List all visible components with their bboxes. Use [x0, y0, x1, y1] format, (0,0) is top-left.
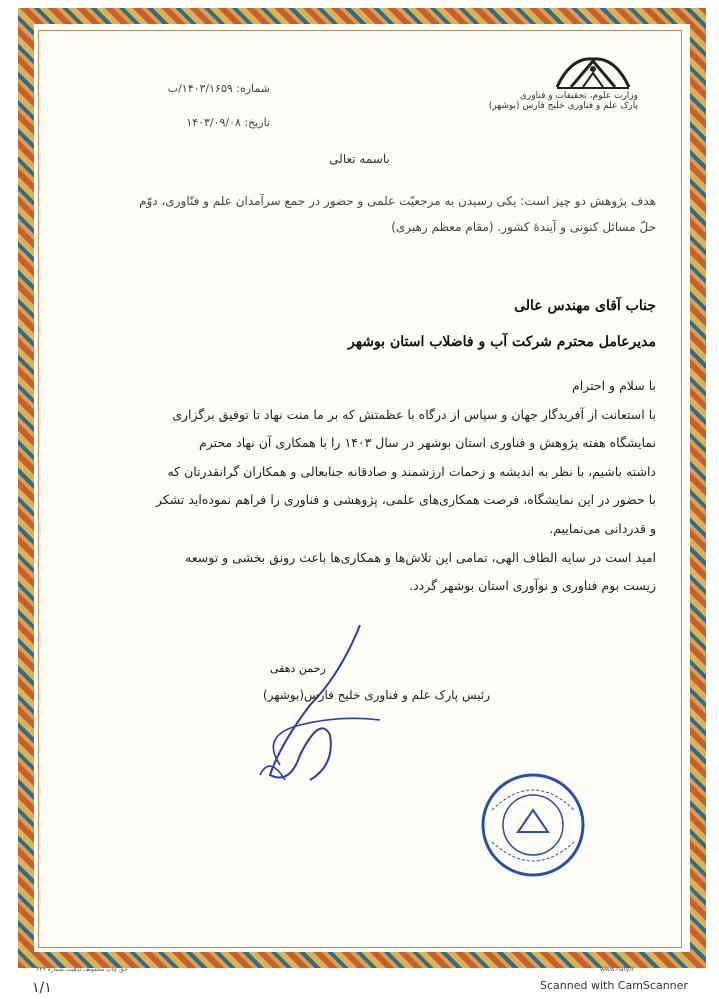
ministry-name: وزارت علوم، تحقیقات و فناوری [519, 91, 638, 101]
park-name: پارک علم و فناوری خلیج فارس (بوشهر) [488, 101, 638, 111]
body-line: زیست بوم فناوری و نوآوری استان بوشهر گردد. [409, 578, 656, 594]
handwritten-signature-icon [240, 615, 390, 794]
letterhead-logo [488, 55, 638, 111]
recipient-title: مدیرعامل محترم شرکت آب و فاضلاب استان بوشهر [348, 334, 656, 350]
body-line: نمایشگاه هفته پژوهش و فناوری استان بوشهر در سال ۱۴۰۳ را با همکاری آن نهاد محترم [199, 435, 656, 451]
footer-print-note: حق چاپ محفوظ، تذهیب شماره ۶۴۹ [36, 966, 128, 973]
letter-date: تاریخ: ۱۴۰۳/۰۹/۰۸ [186, 116, 270, 129]
body-line: با حضور در این نمایشگاه، فرصت همکاری‌های علمی، پژوهشی و فناوری را فراهم نموده‌اید تشکر [155, 492, 656, 508]
leader-quote [96, 188, 656, 240]
quote-line: هدف پژوهش دو چیز است: یکی رسیدن به مرجعیّت علمی و حضور در جمع سرآمدان علم و فنّاوری، دوّم [139, 194, 656, 208]
letter-body [90, 372, 656, 601]
body-line: داشته باشیم، با نظر به اندیشه و زحمات ارزشمند و صادقانه جنابعالی و همکاران گرانقدرتان که [167, 463, 656, 479]
greeting: با سلام و احترام [572, 378, 656, 393]
scanner-watermark: Scanned with CamScanner [540, 979, 688, 992]
university-ministry-logo-icon [551, 55, 635, 91]
letter-meta [100, 72, 270, 140]
official-seal-stamp-icon [478, 770, 588, 884]
quote-line: حلّ مسائل کنونی و آیندهٔ کشور. (مقام معظم رهبری) [391, 220, 656, 234]
recipient-name: جناب آقای مهندس عالی [514, 298, 656, 314]
page-number-mark: ۱/۱ [32, 980, 52, 996]
body-line: با استعانت از آفریدگار جهان و سپاس از درگاه با عظمتش که بر ما منت نهاد تا توفیق برگزاری [172, 406, 656, 422]
letter-number: شماره: ۱۴۰۳/۱۶۵۹/ب [167, 82, 270, 95]
signer-name: رحمن دهقی [270, 662, 326, 675]
footer-website: www.hafy.ir [600, 966, 635, 973]
basmala: باسمه تعالی [329, 152, 390, 166]
body-line: و قدردانی می‌نماییم. [549, 520, 656, 536]
body-line: امید است در سایه الطاف الهی، تمامی این تلاش‌ها و همکاری‌ها باعث رونق بخشی و توسعه [185, 549, 656, 565]
recipient-block [100, 288, 656, 360]
signer-title: رئیس پارک علم و فناوری خلیج فارس(بوشهر) [262, 688, 490, 702]
